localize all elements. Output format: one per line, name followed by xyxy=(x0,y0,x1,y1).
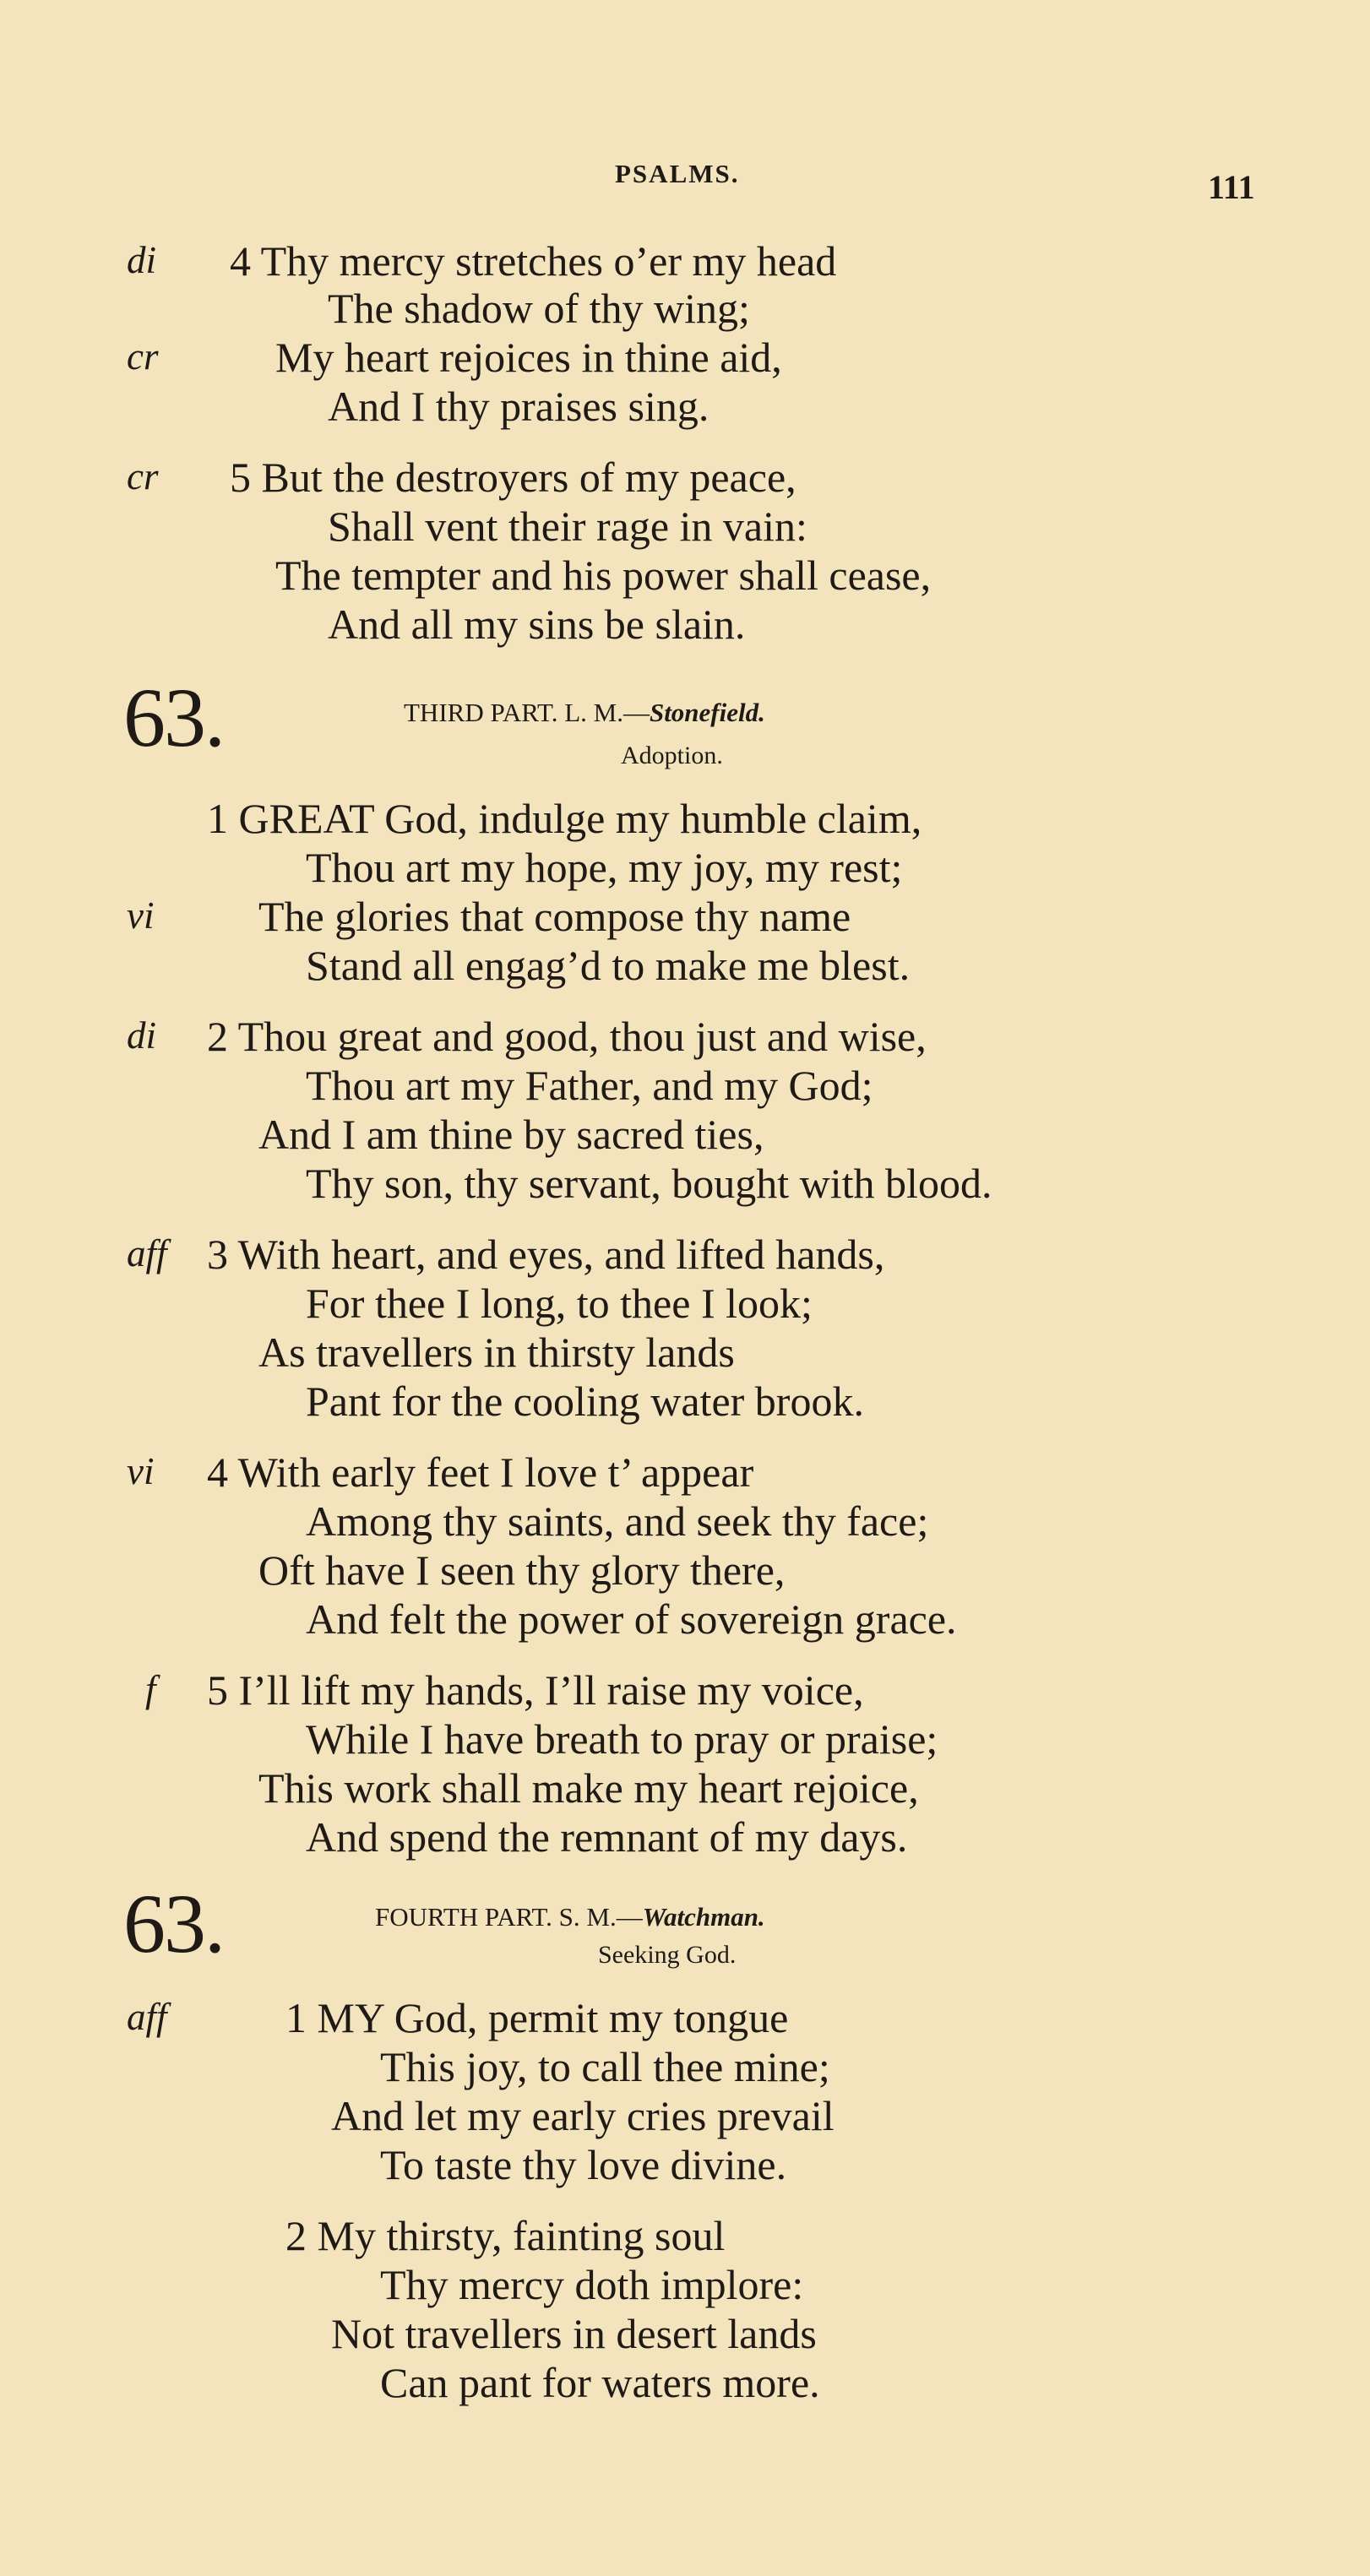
hymn-meter-tune xyxy=(375,1902,765,1932)
dynamic-mark: di xyxy=(127,1014,157,1057)
verse-line: Thou art my Father, and my God; xyxy=(306,1062,873,1109)
page-number: 111 xyxy=(1208,168,1255,206)
verse-line: And felt the power of sovereign grace. xyxy=(306,1595,957,1643)
hymn-part-meter: FOURTH PART. S. M.— xyxy=(375,1902,643,1932)
verse-line: 4 Thy mercy stretches o’er my head xyxy=(230,237,837,285)
hymn-subtitle: Seeking God. xyxy=(598,1941,737,1969)
verse-line: And let my early cries prevail xyxy=(331,2092,835,2139)
running-head: PSALMS. xyxy=(615,159,740,188)
verse-line: And I am thine by sacred ties, xyxy=(258,1111,764,1158)
verse-line: Pant for the cooling water brook. xyxy=(306,1378,864,1425)
hymn-number: 63. xyxy=(123,1877,224,1970)
hymn-meter-tune xyxy=(404,698,765,728)
dynamic-mark: di xyxy=(127,239,157,281)
dynamic-mark: vi xyxy=(127,894,155,937)
verse-line: To taste thy love divine. xyxy=(380,2141,787,2188)
verse-line: Thy son, thy servant, bought with blood. xyxy=(306,1160,992,1207)
verse-line: The tempter and his power shall cease, xyxy=(275,552,932,599)
verse-line: While I have breath to pray or praise; xyxy=(306,1715,938,1763)
verse-line: My heart rejoices in thine aid, xyxy=(275,334,782,381)
verse-line: This joy, to call thee mine; xyxy=(380,2043,830,2090)
verse-line: Stand all engag’d to make me blest. xyxy=(306,942,911,989)
verse-line: As travellers in thirsty lands xyxy=(258,1329,735,1376)
hymn-subtitle: Adoption. xyxy=(621,742,723,769)
verse-line: 5 I’ll lift my hands, I’ll raise my voice, xyxy=(207,1666,864,1714)
verse-line: 1 GREAT God, indulge my humble claim, xyxy=(207,795,922,842)
dynamic-mark: f xyxy=(145,1668,156,1710)
dynamic-mark: aff xyxy=(127,1232,167,1274)
verse-line: Shall vent their rage in vain: xyxy=(328,503,807,550)
verse-line: 3 With heart, and eyes, and lifted hands, xyxy=(207,1231,885,1278)
verse-line: 5 But the destroyers of my peace, xyxy=(230,454,796,501)
verse-line: The shadow of thy wing; xyxy=(328,285,750,332)
hymn-tune: Watchman. xyxy=(642,1902,765,1932)
verse-line: Thou art my hope, my joy, my rest; xyxy=(306,844,903,891)
hymn-number: 63. xyxy=(123,671,224,764)
hymn-tune: Stonefield. xyxy=(649,698,765,727)
verse-line: For thee I long, to thee I look; xyxy=(306,1280,813,1327)
verse-line: 1 MY God, permit my tongue xyxy=(285,1994,789,2041)
dynamic-mark: aff xyxy=(127,1996,167,2038)
dynamic-mark: vi xyxy=(127,1450,155,1492)
hymn-part-meter: THIRD PART. L. M.— xyxy=(404,698,650,727)
verse-line: 4 With early feet I love t’ appear xyxy=(207,1448,754,1496)
verse-line: Not travellers in desert lands xyxy=(331,2310,817,2357)
verse-line: Can pant for waters more. xyxy=(380,2359,820,2406)
verse-line: Thy mercy doth implore: xyxy=(380,2261,804,2308)
verse-line: And I thy praises sing. xyxy=(328,383,709,430)
verse-line: Among thy saints, and seek thy face; xyxy=(306,1497,929,1545)
verse-line: 2 Thou great and good, thou just and wise, xyxy=(207,1013,927,1060)
verse-line: The glories that compose thy name xyxy=(258,893,851,940)
verse-line: Oft have I seen thy glory there, xyxy=(258,1546,786,1594)
dynamic-mark: cr xyxy=(127,335,159,378)
verse-line: 2 My thirsty, fainting soul xyxy=(285,2212,726,2259)
verse-line: And spend the remnant of my days. xyxy=(306,1813,908,1861)
dynamic-mark: cr xyxy=(127,455,159,497)
verse-line: And all my sins be slain. xyxy=(328,601,746,648)
verse-line: This work shall make my heart rejoice, xyxy=(258,1764,919,1812)
